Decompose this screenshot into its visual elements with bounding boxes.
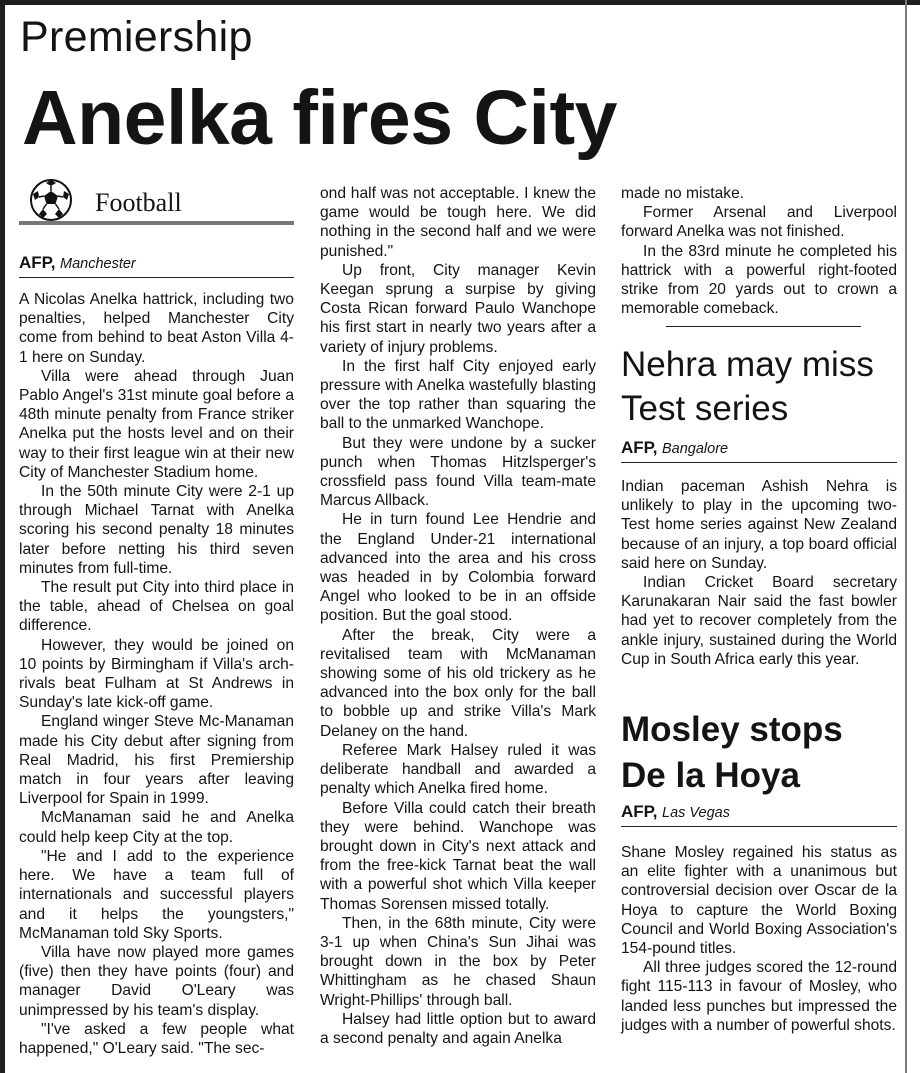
paragraph: "He and I add to the experience here. We have a team full of internationals and successful players and it helps the youngsters," McManaman told Sky Sports. [19, 847, 294, 942]
story1-column-2 [320, 184, 596, 1048]
story2-byline [621, 438, 728, 459]
story2-headline-line2: Test series [621, 389, 789, 428]
story3-byline-rule [621, 826, 897, 827]
paragraph: After the break, City were a revitalised team with McManaman showing some of his old trickery as he advanced into the box only for the ball to bobble up and strike Villa's Mark Delaney on the hand. [320, 626, 596, 740]
story-divider [666, 326, 861, 327]
category-rule [19, 221, 294, 225]
story1-column-1 [19, 290, 294, 1058]
category-label-text: Football [95, 188, 182, 217]
paragraph: England winger Steve Mc-Manaman made his City debut after signing from Real Madrid, his first Premiership match in four years after leaving Liverpool for Spain in 1999. [19, 713, 294, 808]
paragraph: In the 83rd minute he completed his hattrick with a powerful right-footed strike from 20 yards out to crown a memorable comeback. [621, 242, 897, 318]
paragraph: Indian Cricket Board secretary Karunakaran Nair said the fast bowler had yet to recover completely from the ankle injury, sustained during the World Cup in South Africa early this year. [621, 574, 897, 668]
paragraph: The result put City into third place in the table, ahead of Chelsea on goal difference. [19, 579, 294, 635]
story2-headline-line1: Nehra may miss [621, 345, 874, 384]
story3-body [621, 843, 897, 1035]
story3-headline-line1: Mosley stops [621, 710, 843, 749]
story1-location: Manchester [60, 256, 136, 272]
paragraph: In the first half City enjoyed early pressure with Anelka wastefully blasting over the top rather than squaring the ball to the unmarked Wanchope. [320, 357, 596, 433]
story1-byline-rule [19, 277, 294, 278]
category-label [19, 178, 294, 224]
story1-agency: AFP, [19, 253, 56, 272]
paragraph: However, they would be joined on 10 points by Birmingham if Villa's arch-rivals beat Fulham at St Andrews in Sunday's late kick-off game. [19, 636, 294, 712]
paragraph: "I've asked a few people what happened," O'Leary said. "The sec- [19, 1020, 294, 1057]
story3-headline [621, 707, 843, 799]
story3-agency: AFP, [621, 802, 658, 821]
paragraph: Up front, City manager Kevin Keegan sprung a surpise by giving Costa Rican forward Paulo Wanchope his first start in nearly two years after a variety of injury problems. [320, 261, 596, 356]
paragraph: Halsey had little option but to award a second penalty and again Anelka [320, 1010, 596, 1047]
page-top-border [0, 0, 920, 5]
paragraph: Then, in the 68th minute, City were 3-1 up when China's Sun Jihai was brought down in the box by Peter Whittingham as he chased Shaun Wright-Phillips' through ball. [320, 914, 596, 1009]
story2-body [621, 477, 897, 669]
story2-headline [621, 343, 874, 431]
column-right-edge [905, 0, 907, 1073]
paragraph: He in turn found Lee Hendrie and the England Under-21 international advanced into the area and his cross was headed in by Colombia forward Angel who looked to be in an offside position. But the goal stood. [320, 511, 596, 625]
paragraph: McManaman said he and Anelka could help keep City at the top. [19, 809, 294, 846]
page-left-border [0, 0, 5, 1073]
paragraph: A Nicolas Anelka hattrick, including two penalties, helped Manchester City come from behind to beat Aston Villa 4-1 here on Sunday. [19, 291, 294, 366]
story3-byline [621, 802, 730, 823]
story3-headline-line2: De la Hoya [621, 756, 800, 795]
story3-location: Las Vegas [662, 805, 730, 821]
paragraph: made no mistake. [621, 185, 745, 202]
paragraph: Before Villa could catch their breath they were behind. Wanchope was brought down in City's next attack and from the free-kick Tarnat beat the wall with a powerful shot which Villa keeper Thomas Sorensen missed totally. [320, 799, 596, 913]
paragraph: All three judges scored the 12-round fight 115-113 in favour of Mosley, who landed less punches but impressed the judges with a number of powerful shots. [621, 959, 897, 1034]
paragraph: ond half was not acceptable. I knew the game would be tough here. We did nothing in the second half and we were punished." [320, 185, 596, 260]
story1-column-3 [621, 184, 897, 318]
story2-agency: AFP, [621, 438, 658, 457]
story1-byline [19, 253, 136, 274]
section-title: Premiership [20, 13, 253, 61]
paragraph: Referee Mark Halsey ruled it was deliberate handball and awarded a penalty which Anelka fired home. [320, 741, 596, 798]
story2-byline-rule [621, 462, 897, 463]
paragraph: In the 50th minute City were 2-1 up through Michael Tarnat with Anelka scoring his second penalty 18 minutes later before netting his third seven minutes from full-time. [19, 483, 294, 577]
paragraph: Shane Mosley regained his status as an elite fighter with a unanimous but controversial decision over Oscar de la Hoya to capture the World Boxing Council and World Boxing Association's 154-pound titles. [621, 844, 897, 958]
paragraph: Indian paceman Ashish Nehra is unlikely to play in the upcoming two-Test home series against New Zealand because of an injury, a top board official said here on Sunday. [621, 478, 897, 572]
paragraph: But they were undone by a sucker punch when Thomas Hitzlsperger's crossfield pass found Villa team-mate Marcus Allback. [320, 434, 596, 510]
main-headline: Anelka fires City [22, 75, 617, 161]
story2-location: Bangalore [662, 441, 729, 457]
paragraph: Former Arsenal and Liverpool forward Anelka was not finished. [621, 204, 897, 241]
paragraph: Villa have now played more games (five) then they have points (four) and manager David O'Leary was unimpressed by his team's display. [19, 943, 294, 1019]
soccer-ball-icon [29, 178, 73, 222]
paragraph: Villa were ahead through Juan Pablo Angel's 31st minute goal before a 48th minute penalty from France striker Anelka put the hosts level and on their way to their first league win at their new City of Manchester Stadium home. [19, 367, 294, 481]
